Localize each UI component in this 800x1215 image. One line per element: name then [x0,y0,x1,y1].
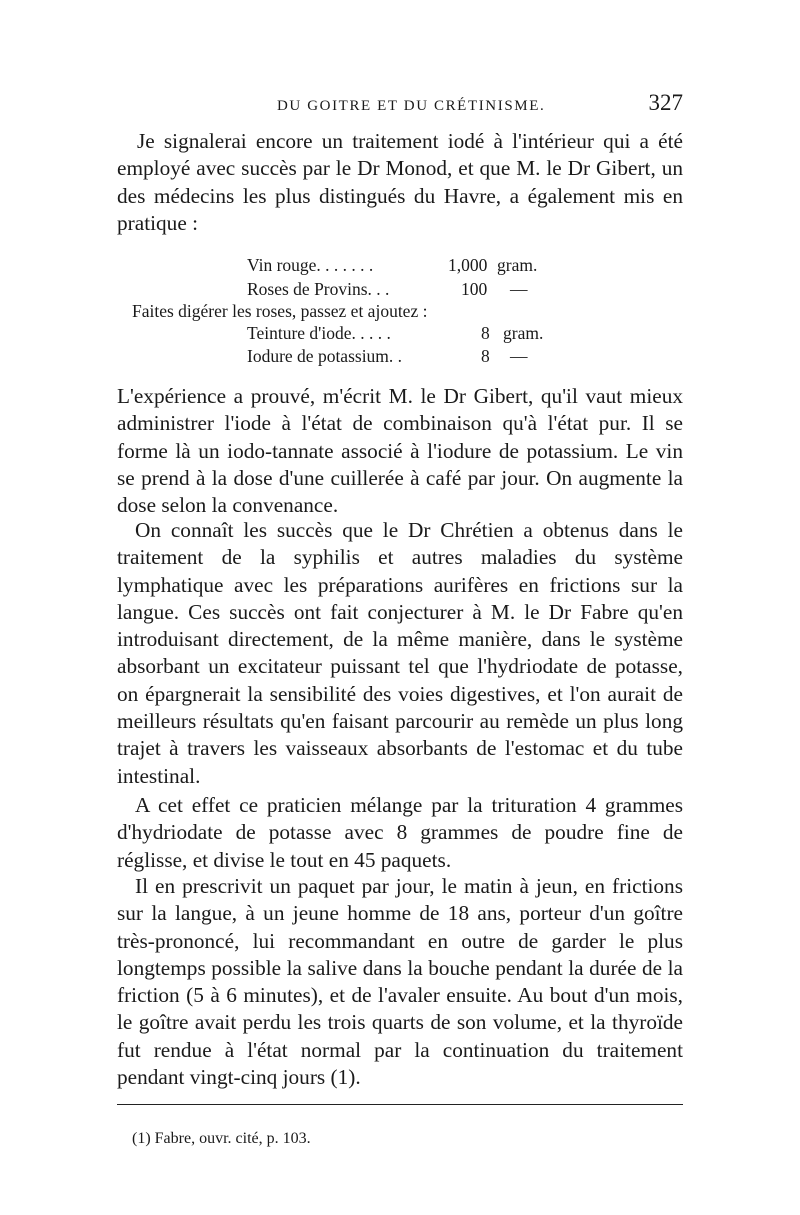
paragraph-chretien: On connaît les succès que le Dr Chrétien a obtenus dans le traitement de la syphilis et autres maladies du système lymphatique avec les préparations aurifères en frictions sur la langue. Ces succès ont fait conjecturer à M. le Dr Fabre qu'en introduisant directement, de la même manière, dans le système absorbant un excitateur puissant tel que l'hydriodate de potasse, on épargnerait la sensibilité des voies digestives, et l'on aurait de meilleurs résultats qu'en faisant parcourir au remède un plus long trajet à travers les vaisseaux absorbants de l'estomac et du tube intestinal. [117,518,683,788]
footnote-divider [117,1104,683,1105]
paragraph-trituration: A cet effet ce praticien mélange par la trituration 4 grammes d'hydriodate de potasse avec 8 grammes de poudre fine de réglisse, et divise le tout en 45 paquets. [117,793,683,872]
recipe-ingredient: Roses de Provins. . . [247,279,390,299]
recipe-unit: — [510,279,528,299]
running-title: DU GOITRE ET DU CRÉTINISME. [277,98,546,114]
page-header [117,92,683,122]
recipe-unit: — [510,346,528,366]
paragraph-experience: L'expérience a prouvé, m'écrit M. le Dr Gibert, qu'il vaut mieux administrer l'iode à l'état de combinaison qu'à l'état pur. Il se forme là un iodo-tannate associé à l'iodure de potassium. Le vin se prend à la dose d'une cuillerée à café par jour. On augmente la dose selon la convenance. [117,384,683,518]
recipe-quantity: 100 [461,279,488,299]
paragraph-case: Il en prescrivit un paquet par jour, le matin à jeun, en frictions sur la langue, à un jeune homme de 18 ans, porteur d'un goître très-prononcé, lui recommandant en outre de garder le plus longtemps possible la salive dans la bouche pendant la durée de la friction (5 à 6 minutes), et de l'avaler ensuite. Au bout d'un mois, le goître avait perdu les trois quarts de son volume, et la thyroïde fut rendue à l'état normal par la continuation du traitement pendant vingt-cinq jours (1). [117,874,683,1090]
footnote: (1) Fabre, ouvr. cité, p. 103. [132,1130,311,1147]
recipe-quantity: 1,000 [448,255,488,275]
page-number: 327 [648,90,683,115]
recipe-ingredient: Iodure de potassium. . [247,346,403,366]
recipe-ingredient: Teinture d'iode. . . . . [247,323,391,343]
recipe-ingredient: Vin rouge. . . . . . . [247,255,374,275]
recipe-quantity: 8 [481,346,490,366]
recipe-unit: gram. [503,323,544,343]
recipe-unit: gram. [497,255,538,275]
recipe-instruction: Faites digérer les roses, passez et ajoutez : [132,301,428,321]
recipe-quantity: 8 [481,323,490,343]
paragraph-intro: Je signalerai encore un traitement iodé à l'intérieur qui a été employé avec succès par le Dr Monod, et que M. le Dr Gibert, un des médecins les plus distingués du Havre, a également mis en pratique : [117,129,683,235]
